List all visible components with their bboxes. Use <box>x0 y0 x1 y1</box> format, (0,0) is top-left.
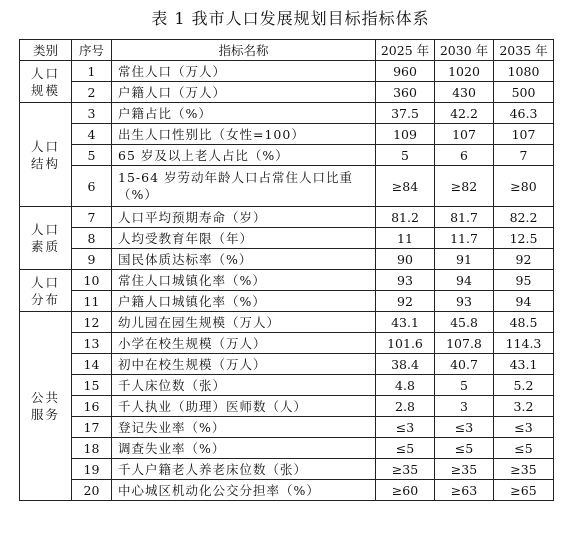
row-number-cell: 5 <box>72 145 112 166</box>
table-row <box>20 312 554 333</box>
indicator-name-cell: 户籍占比（%） <box>112 103 376 124</box>
table-row <box>20 82 554 103</box>
indicator-name-cell: 登记失业率（%） <box>112 417 376 438</box>
table-row <box>20 291 554 312</box>
value-2030-cell: 107 <box>435 124 494 145</box>
value-2025-cell: 43.1 <box>376 312 435 333</box>
table-row <box>20 207 554 228</box>
value-2030-cell: 42.2 <box>435 103 494 124</box>
value-2025-cell: 2.8 <box>376 396 435 417</box>
value-2030-cell: 91 <box>435 249 494 270</box>
category-cell: 公共服务 <box>20 312 72 501</box>
value-2025-cell: 4.8 <box>376 375 435 396</box>
indicator-name-cell: 15-64 岁劳动年龄人口占常住人口比重（%） <box>112 166 376 207</box>
row-number-cell: 18 <box>72 438 112 459</box>
indicator-name-cell: 户籍人口城镇化率（%） <box>112 291 376 312</box>
indicator-name-cell: 千人执业（助理）医师数（人） <box>112 396 376 417</box>
indicator-name-cell: 人口平均预期寿命（岁） <box>112 207 376 228</box>
table-row <box>20 166 554 207</box>
value-2035-cell: ≤3 <box>494 417 554 438</box>
value-2025-cell: ≥84 <box>376 166 435 207</box>
value-2025-cell: 93 <box>376 270 435 291</box>
value-2030-cell: 6 <box>435 145 494 166</box>
table-row <box>20 61 554 82</box>
value-2030-cell: 1020 <box>435 61 494 82</box>
row-number-cell: 9 <box>72 249 112 270</box>
indicator-name-cell: 常住人口城镇化率（%） <box>112 270 376 291</box>
row-number-cell: 15 <box>72 375 112 396</box>
row-number-cell: 4 <box>72 124 112 145</box>
value-2025-cell: ≥60 <box>376 480 435 501</box>
category-cell: 人口分布 <box>20 270 72 312</box>
table-row <box>20 417 554 438</box>
indicator-name-cell: 户籍人口（万人） <box>112 82 376 103</box>
indicator-name-cell: 常住人口（万人） <box>112 61 376 82</box>
value-2035-cell: ≥35 <box>494 459 554 480</box>
value-2035-cell: ≤5 <box>494 438 554 459</box>
row-number-cell: 16 <box>72 396 112 417</box>
row-number-cell: 20 <box>72 480 112 501</box>
table-row <box>20 228 554 249</box>
indicator-name-cell: 初中在校生规模（万人） <box>112 354 376 375</box>
value-2035-cell: 5.2 <box>494 375 554 396</box>
table-row <box>20 145 554 166</box>
indicator-name-cell: 幼儿园在园生规模（万人） <box>112 312 376 333</box>
value-2035-cell: 7 <box>494 145 554 166</box>
row-number-cell: 7 <box>72 207 112 228</box>
row-number-cell: 19 <box>72 459 112 480</box>
indicator-name-cell: 出生人口性别比（女性=100） <box>112 124 376 145</box>
value-2030-cell: ≥63 <box>435 480 494 501</box>
value-2025-cell: 11 <box>376 228 435 249</box>
value-2030-cell: ≥35 <box>435 459 494 480</box>
value-2030-cell: 81.7 <box>435 207 494 228</box>
value-2025-cell: ≤5 <box>376 438 435 459</box>
value-2030-cell: 5 <box>435 375 494 396</box>
value-2035-cell: 46.3 <box>494 103 554 124</box>
row-number-cell: 1 <box>72 61 112 82</box>
table-row <box>20 459 554 480</box>
value-2025-cell: 5 <box>376 145 435 166</box>
header-2025: 2025 年 <box>376 40 435 61</box>
row-number-cell: 3 <box>72 103 112 124</box>
value-2035-cell: 43.1 <box>494 354 554 375</box>
value-2030-cell: 430 <box>435 82 494 103</box>
value-2030-cell: ≥82 <box>435 166 494 207</box>
row-number-cell: 12 <box>72 312 112 333</box>
row-number-cell: 2 <box>72 82 112 103</box>
table-row <box>20 396 554 417</box>
table-title: 表 1 我市人口发展规划目标指标体系 <box>151 9 430 28</box>
value-2035-cell: 12.5 <box>494 228 554 249</box>
table-row <box>20 103 554 124</box>
value-2035-cell: 92 <box>494 249 554 270</box>
value-2035-cell: 94 <box>494 291 554 312</box>
value-2035-cell: ≥80 <box>494 166 554 207</box>
table-row <box>20 375 554 396</box>
category-cell: 人口规模 <box>20 61 72 103</box>
category-cell: 人口素质 <box>20 207 72 270</box>
indicator-name-cell: 小学在校生规模（万人） <box>112 333 376 354</box>
header-indicator-name: 指标名称 <box>112 40 376 61</box>
indicator-name-cell: 人均受教育年限（年） <box>112 228 376 249</box>
value-2025-cell: ≤3 <box>376 417 435 438</box>
value-2035-cell: 500 <box>494 82 554 103</box>
row-number-cell: 6 <box>72 166 112 207</box>
value-2030-cell: ≤5 <box>435 438 494 459</box>
value-2035-cell: 82.2 <box>494 207 554 228</box>
value-2035-cell: 48.5 <box>494 312 554 333</box>
value-2025-cell: ≥35 <box>376 459 435 480</box>
indicator-name-cell: 调查失业率（%） <box>112 438 376 459</box>
row-number-cell: 8 <box>72 228 112 249</box>
value-2035-cell: 95 <box>494 270 554 291</box>
value-2030-cell: ≤3 <box>435 417 494 438</box>
indicator-name-cell: 千人户籍老人养老床位数（张） <box>112 459 376 480</box>
value-2025-cell: 960 <box>376 61 435 82</box>
value-2035-cell: 107 <box>494 124 554 145</box>
value-2030-cell: 93 <box>435 291 494 312</box>
value-2025-cell: 81.2 <box>376 207 435 228</box>
table-body <box>20 61 554 501</box>
table-row <box>20 270 554 291</box>
value-2025-cell: 101.6 <box>376 333 435 354</box>
header-category: 类别 <box>20 40 72 61</box>
row-number-cell: 10 <box>72 270 112 291</box>
value-2025-cell: 38.4 <box>376 354 435 375</box>
value-2035-cell: ≥65 <box>494 480 554 501</box>
table-row <box>20 354 554 375</box>
indicator-name-cell: 中心城区机动化公交分担率（%） <box>112 480 376 501</box>
value-2030-cell: 40.7 <box>435 354 494 375</box>
header-row <box>20 40 554 61</box>
value-2030-cell: 45.8 <box>435 312 494 333</box>
value-2030-cell: 94 <box>435 270 494 291</box>
indicator-name-cell: 千人床位数（张） <box>112 375 376 396</box>
row-number-cell: 14 <box>72 354 112 375</box>
value-2030-cell: 11.7 <box>435 228 494 249</box>
indicator-name-cell: 65 岁及以上老人占比（%） <box>112 145 376 166</box>
table-row <box>20 333 554 354</box>
row-number-cell: 13 <box>72 333 112 354</box>
table-row <box>20 249 554 270</box>
header-number: 序号 <box>72 40 112 61</box>
header-2035: 2035 年 <box>494 40 554 61</box>
value-2030-cell: 3 <box>435 396 494 417</box>
value-2035-cell: 3.2 <box>494 396 554 417</box>
table-row <box>20 124 554 145</box>
table-row <box>20 438 554 459</box>
value-2025-cell: 109 <box>376 124 435 145</box>
table-row <box>20 480 554 501</box>
value-2035-cell: 114.3 <box>494 333 554 354</box>
row-number-cell: 11 <box>72 291 112 312</box>
value-2025-cell: 360 <box>376 82 435 103</box>
header-2030: 2030 年 <box>435 40 494 61</box>
row-number-cell: 17 <box>72 417 112 438</box>
indicator-name-cell: 国民体质达标率（%） <box>112 249 376 270</box>
value-2025-cell: 37.5 <box>376 103 435 124</box>
value-2025-cell: 90 <box>376 249 435 270</box>
value-2030-cell: 107.8 <box>435 333 494 354</box>
value-2035-cell: 1080 <box>494 61 554 82</box>
category-cell: 人口结构 <box>20 103 72 207</box>
indicator-table <box>19 39 554 501</box>
value-2025-cell: 92 <box>376 291 435 312</box>
